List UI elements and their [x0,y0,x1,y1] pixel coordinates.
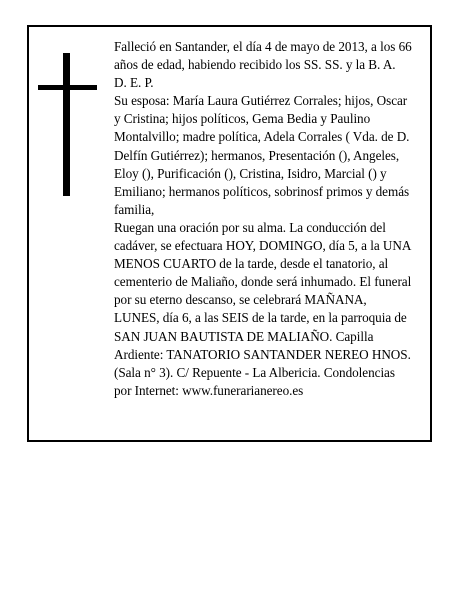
obituary-family: Su esposa: María Laura Gutiérrez Corrales; hijos, Oscar y Cristina; hijos políticos, Gema Bedia y Paulino Montalvillo; madre política, Adela Corrales ( Vda. de D. Delfín Gutiérrez); hermanos, Presentación (), Angeles, Eloy (), Purificación (), Cristina, Isidro, Marcial () y Emiliano; hermanos políticos, sobrinosf primos y demás familia, [114,93,410,217]
obituary-intro: Falleció en Santander, el día 4 de mayo de 2013, a los 66 años de edad, habiendo recibido los SS. SS. y la B. A. [114,39,412,73]
cross-vertical-bar [63,53,70,196]
obituary-text [114,38,412,400]
obituary-dep: D. E. P. [114,75,154,91]
obituary-service: Ruegan una oración por su alma. La conducción del cadáver, se efectuara HOY, DOMINGO, día 5, a la UNA MENOS CUARTO de la tarde, desde el tanatorio, al cementerio de Maliaño, donde será inhumado. El funeral por su eterno descanso, se celebrará MAÑANA, LUNES, día 6, a las SEIS de la tarde, en la parroquia de SAN JUAN BAUTISTA DE MALIAÑO. Capilla Ardiente: TANATORIO SANTANDER NEREO HNOS. (Sala n° 3). C/ Repuente - La Albericia. Condolencias por Internet: www.funerarianereo.es [114,219,412,398]
cross-horizontal-bar [38,85,97,90]
